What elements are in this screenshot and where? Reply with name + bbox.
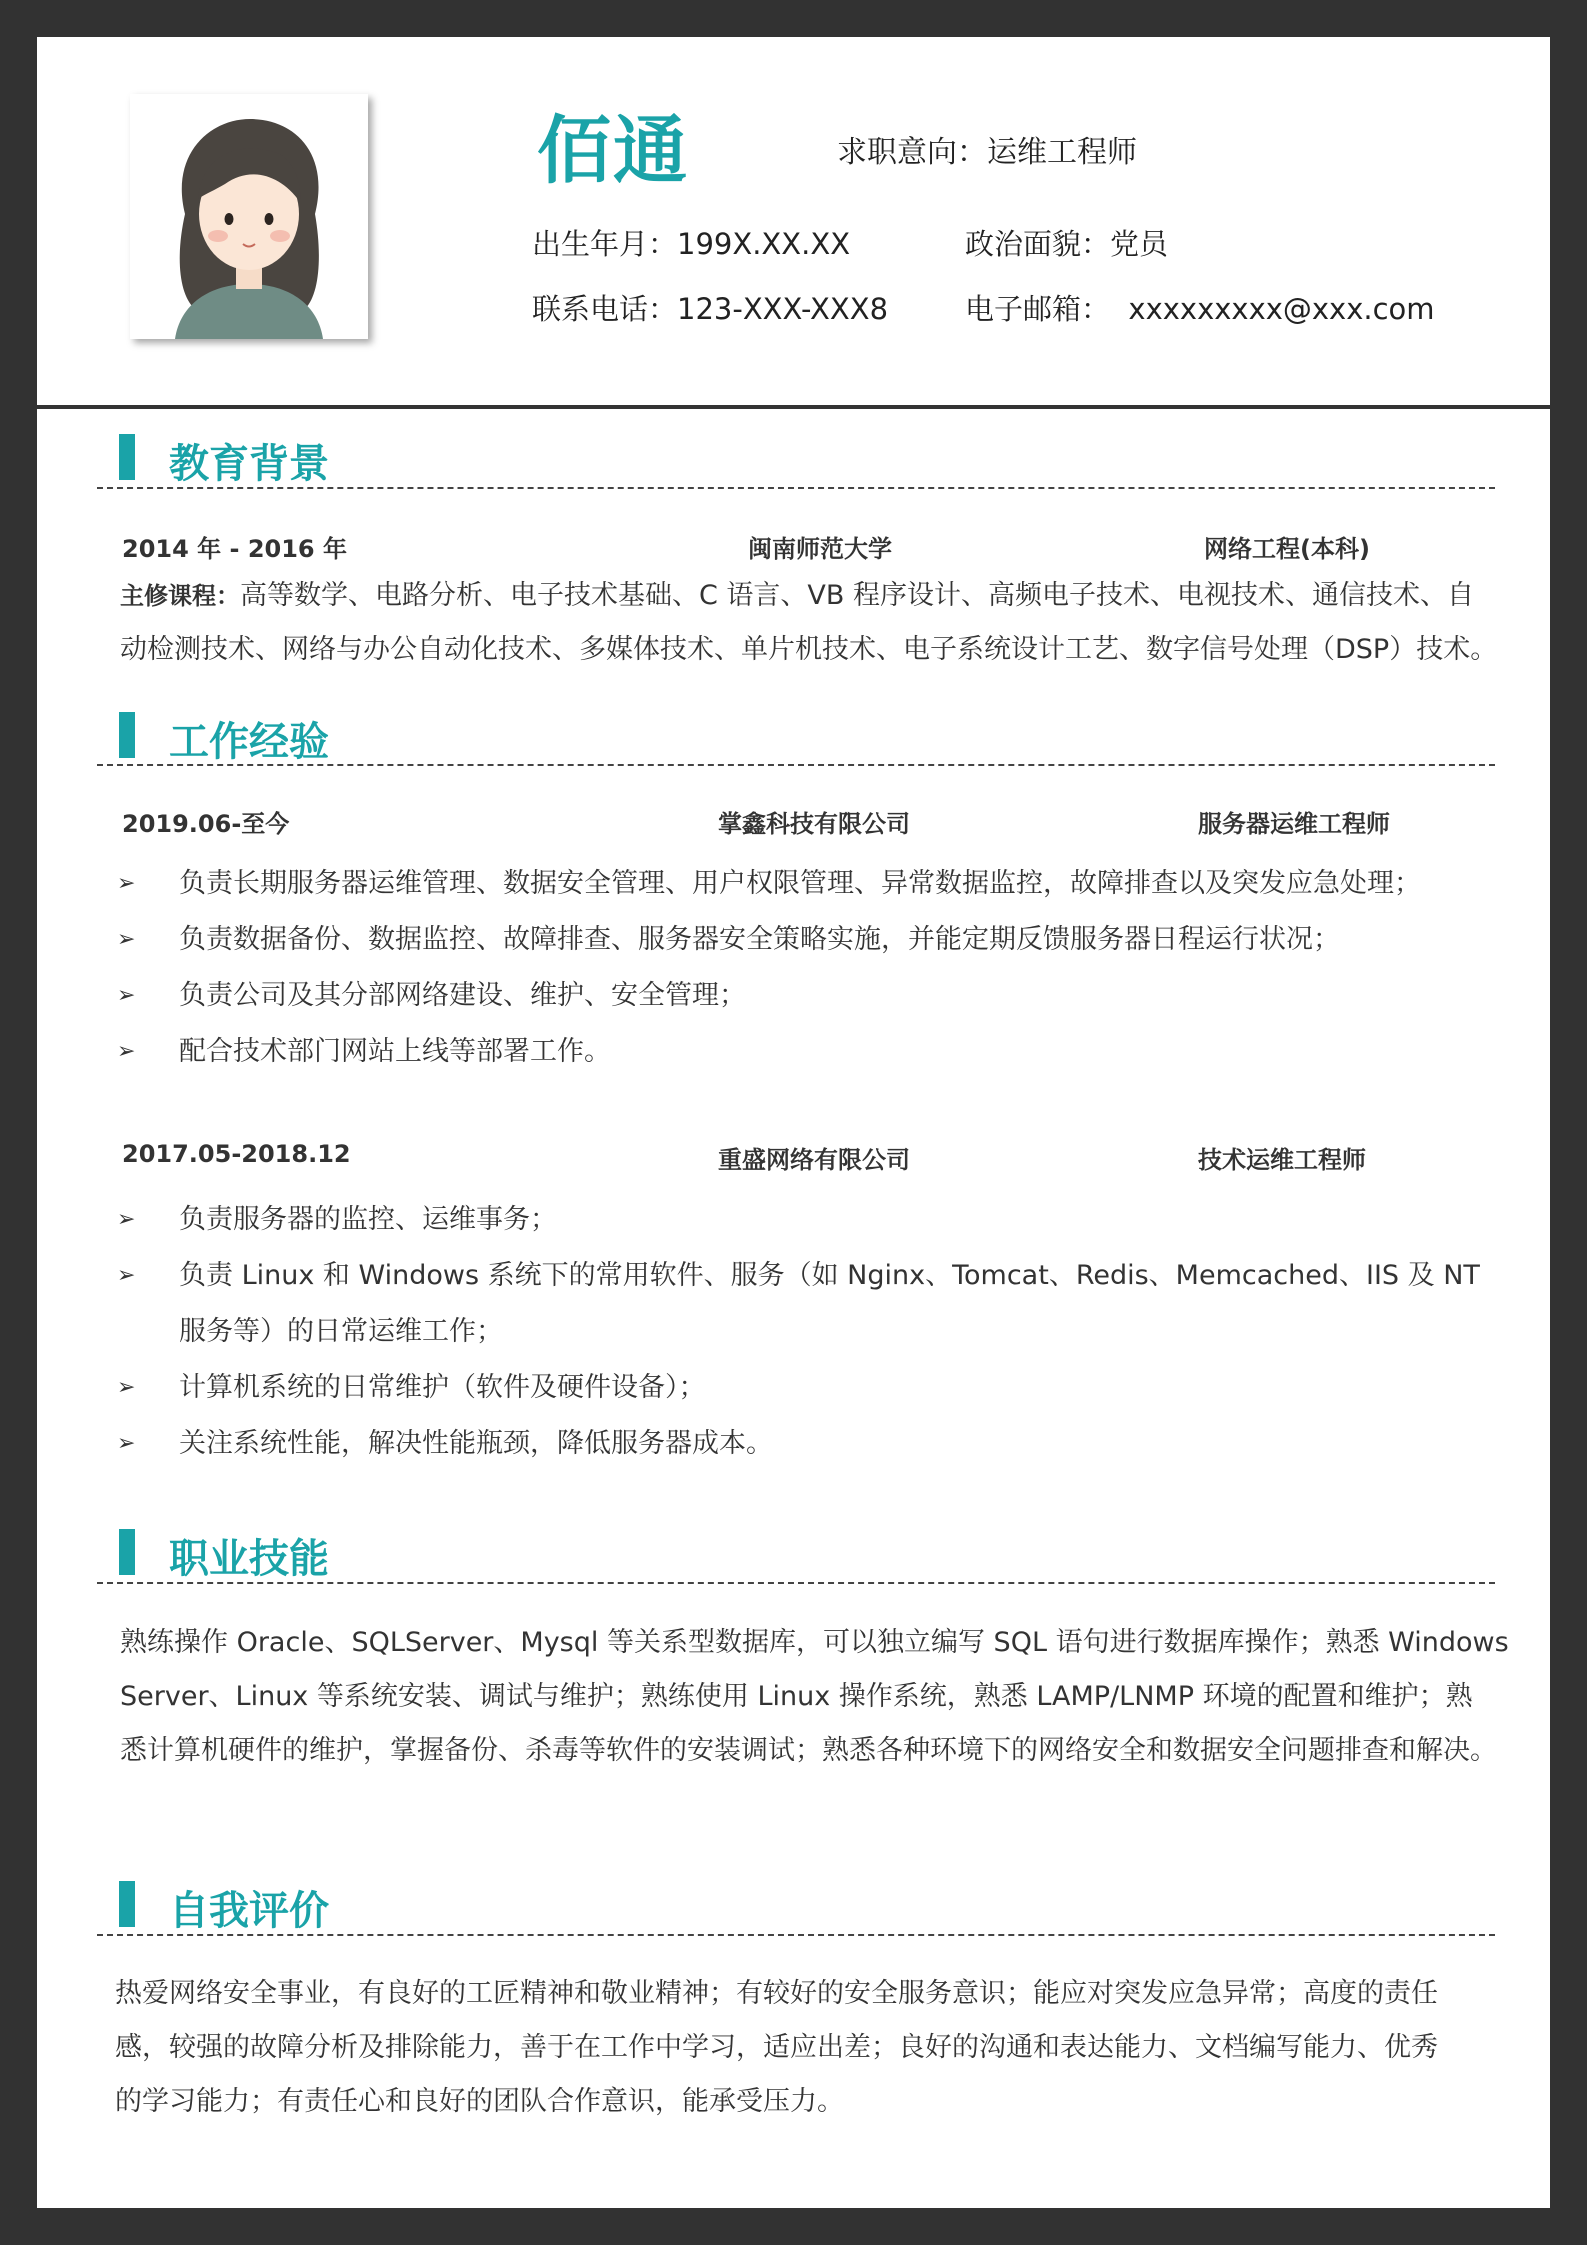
duty-text: 配合技术部门网站上线等部署工作。	[179, 1036, 611, 1067]
section-accent-bar	[119, 712, 135, 758]
arrow-bullet-icon: ➢	[117, 983, 136, 1008]
arrow-bullet-icon: ➢	[117, 1039, 136, 1064]
self-line: 的学习能力；有责任心和良好的团队合作意识，能承受压力。	[115, 2086, 844, 2117]
job-duties-list	[117, 856, 1497, 1080]
duty-item	[117, 968, 1497, 1024]
courses-line: 动检测技术、网络与办公自动化技术、多媒体技术、单片机技术、电子系统设计工艺、数字信号处理（DSP）技术。	[120, 634, 1498, 665]
education-school: 闽南师范大学	[748, 535, 892, 563]
arrow-bullet-icon: ➢	[117, 871, 136, 896]
skills-line: Server、Linux 等系统安装、调试与维护；熟练使用 Linux 操作系统，熟悉 LAMP/LNMP 环境的配置和维护；熟	[120, 1681, 1473, 1712]
courses-label: 主修课程：	[120, 582, 240, 610]
avatar	[130, 94, 368, 339]
arrow-bullet-icon: ➢	[117, 1375, 136, 1400]
education-period: 2014 年 - 2016 年	[122, 535, 347, 563]
job-period: 2019.06-至今	[122, 810, 290, 838]
duty-text: 负责公司及其分部网络建设、维护、安全管理；	[179, 980, 746, 1011]
arrow-bullet-icon: ➢	[117, 1431, 136, 1456]
duty-text: 负责 Linux 和 Windows 系统下的常用软件、服务（如 Nginx、Tomcat、Redis、Memcached、IIS 及 NT 服务等）的日常运维工作；	[179, 1260, 1480, 1347]
phone-number: 联系电话：123-XXX-XXX8	[532, 292, 889, 326]
section-divider	[97, 487, 1495, 489]
education-major: 网络工程(本科)	[1204, 535, 1370, 563]
header-divider	[37, 405, 1550, 409]
resume-header	[37, 37, 1550, 407]
arrow-bullet-icon: ➢	[117, 927, 136, 952]
job-duties-list	[117, 1192, 1487, 1472]
section-accent-bar	[119, 1881, 135, 1927]
skills-heading: 职业技能	[169, 1536, 329, 1582]
duty-item	[117, 1192, 1487, 1248]
skills-line: 熟练操作 Oracle、SQLServer、Mysql 等关系型数据库，可以独立编写 SQL 语句进行数据库操作；熟悉 Windows	[120, 1627, 1509, 1658]
duty-text: 负责长期服务器运维管理、数据安全管理、用户权限管理、异常数据监控，故障排查以及突发应急处理；	[179, 868, 1421, 899]
section-divider	[97, 1582, 1495, 1584]
birth-date: 出生年月：199X.XX.XX	[532, 227, 851, 261]
job-period: 2017.05-2018.12	[122, 1140, 351, 1168]
skills-paragraph	[120, 1616, 1530, 1778]
email-address: 电子邮箱： xxxxxxxxx@xxx.com	[965, 292, 1435, 326]
duty-item	[117, 856, 1497, 912]
duty-text: 关注系统性能，解决性能瓶颈，降低服务器成本。	[179, 1428, 773, 1459]
section-divider	[97, 1934, 1495, 1936]
duty-item	[117, 912, 1497, 968]
duty-text: 计算机系统的日常维护（软件及硬件设备）；	[179, 1372, 706, 1403]
job-role: 技术运维工程师	[1198, 1146, 1366, 1174]
section-accent-bar	[119, 1529, 135, 1575]
job-role: 服务器运维工程师	[1198, 810, 1390, 838]
candidate-name: 佰通	[537, 108, 689, 194]
job-company: 掌鑫科技有限公司	[718, 810, 910, 838]
work-heading: 工作经验	[169, 719, 329, 765]
avatar-illustration-icon	[130, 94, 368, 339]
duty-item	[117, 1416, 1487, 1472]
arrow-bullet-icon: ➢	[117, 1263, 136, 1288]
duty-text: 负责数据备份、数据监控、故障排查、服务器安全策略实施，并能定期反馈服务器日程运行状况；	[179, 924, 1340, 955]
skills-line: 悉计算机硬件的维护，掌握备份、杀毒等软件的安装调试；熟悉各种环境下的网络安全和数据安全问题排查和解决。	[120, 1735, 1497, 1766]
job-company: 重盛网络有限公司	[718, 1146, 910, 1174]
self-line: 热爱网络安全事业，有良好的工匠精神和敬业精神；有较好的安全服务意识；能应对突发应急异常；高度的责任	[115, 1978, 1438, 2009]
self-evaluation-paragraph	[115, 1967, 1525, 2129]
duty-text: 负责服务器的监控、运维事务；	[179, 1204, 557, 1235]
self-evaluation-heading: 自我评价	[169, 1888, 329, 1934]
duty-item	[117, 1360, 1487, 1416]
self-line: 感，较强的故障分析及排除能力，善于在工作中学习，适应出差；良好的沟通和表达能力、文档编写能力、优秀	[115, 2032, 1438, 2063]
section-accent-bar	[119, 434, 135, 480]
arrow-bullet-icon: ➢	[117, 1207, 136, 1232]
job-objective: 求职意向：运维工程师	[837, 135, 1137, 170]
duty-item	[117, 1024, 1497, 1080]
education-heading: 教育背景	[169, 441, 329, 487]
section-divider	[97, 764, 1495, 766]
education-courses	[120, 569, 1530, 677]
duty-item	[117, 1248, 1487, 1360]
resume-page	[37, 37, 1550, 2208]
political-status: 政治面貌：党员	[965, 227, 1169, 261]
courses-line: 高等数学、电路分析、电子技术基础、C 语言、VB 程序设计、高频电子技术、电视技术、通信技术、自	[240, 580, 1475, 611]
